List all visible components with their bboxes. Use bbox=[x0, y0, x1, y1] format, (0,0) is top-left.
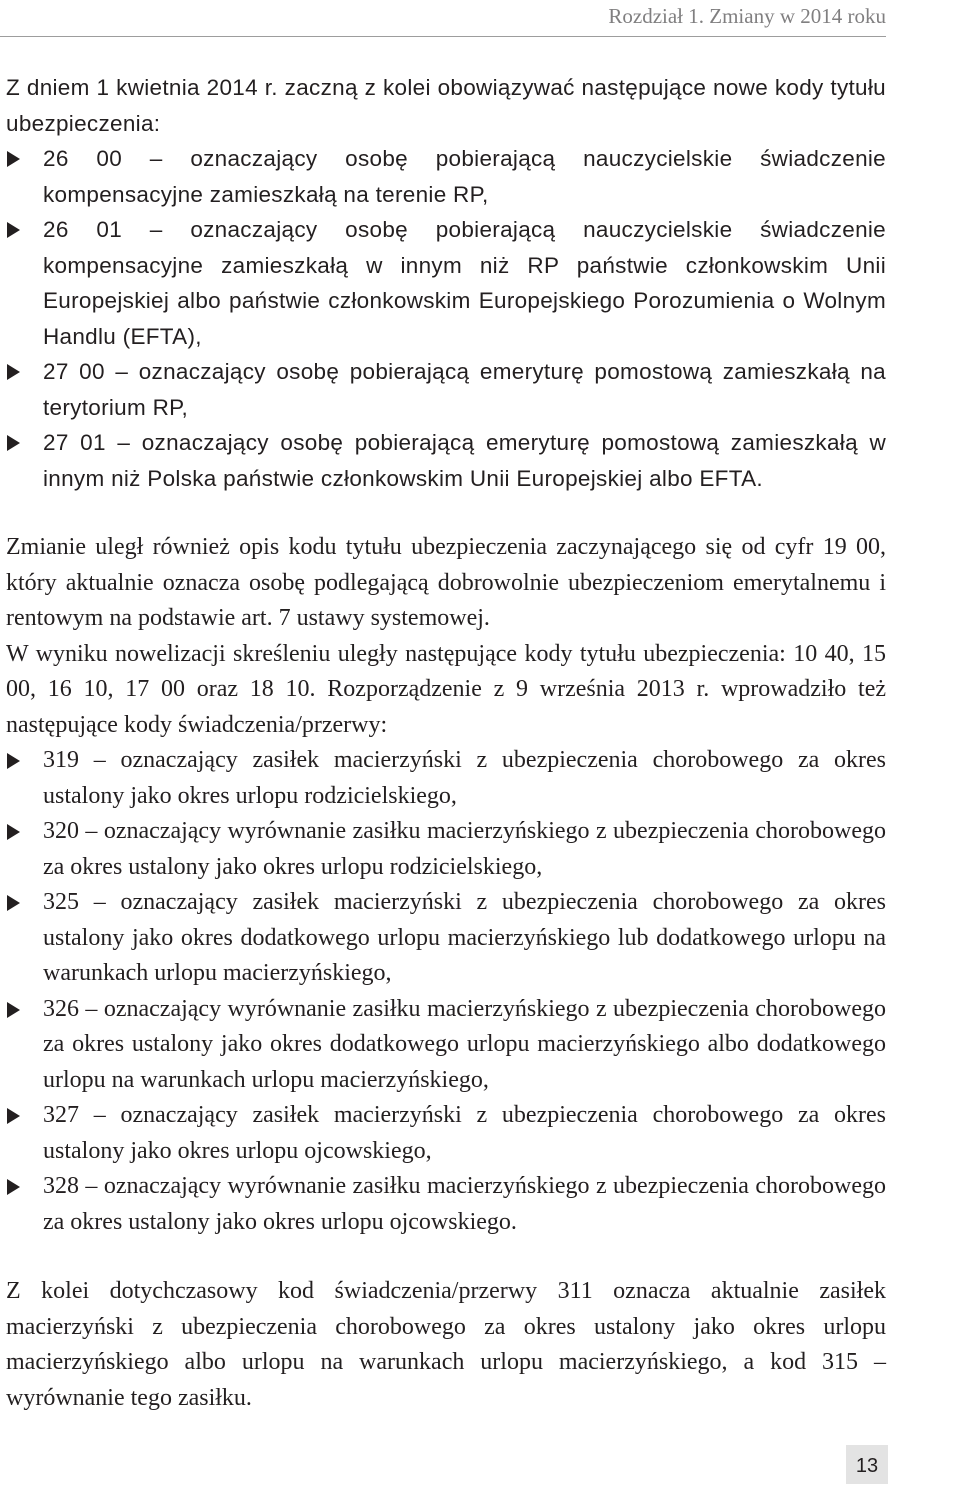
bullet-arrow-icon bbox=[7, 824, 20, 840]
list-item: 320 – oznaczający wyrównanie zasiłku macierzyńskiego z ubezpieczenia chorobowego za okres ustalony jako okres urlopu rodzicielskiego, bbox=[6, 814, 886, 885]
bullet-arrow-icon bbox=[7, 435, 20, 451]
bullet-arrow-icon bbox=[7, 222, 20, 238]
removed-codes-paragraph: W wyniku nowelizacji skreśleniu uległy następujące kody tytułu ubezpieczenia: 10 40, 15 00, 16 10, 17 00 oraz 18 10. Rozporządzenie z 9 września 2013 r. wprowadziło też następujące kody świadczenia/przerwy: bbox=[6, 640, 886, 738]
bullet-arrow-icon bbox=[7, 364, 20, 380]
list-item: 26 01 – oznaczający osobę pobierającą nauczycielskie świadczenie kompensacyjne zamieszkałą w innym niż RP państwie członkowskim Unii Europejskiej albo państwie członkowskim Europejskiego Porozumienia o Wolnym Handlu (EFTA), bbox=[6, 212, 886, 354]
bullet-arrow-icon bbox=[7, 1108, 20, 1124]
code-311-paragraph: Z kolei dotychczasowy kod świadczenia/przerwy 311 oznacza aktualnie zasiłek macierzyński z ubezpieczenia chorobowego za okres ustalony jako okres urlopu macierzyńskiego albo urlopu na warunkach urlopu macierzyńskiego, a kod 315 – wyrównanie tego zasiłku. bbox=[6, 1278, 886, 1411]
benefit-codes-list bbox=[6, 743, 886, 1240]
bullet-arrow-icon bbox=[7, 1179, 20, 1195]
bullet-arrow-icon bbox=[7, 753, 20, 769]
running-head: Rozdział 1. Zmiany w 2014 roku bbox=[608, 4, 886, 28]
page-body bbox=[6, 70, 886, 1416]
list-item: 327 – oznaczający zasiłek macierzyński z ubezpieczenia chorobowego za okres ustalony jako okres urlopu ojcowskiego, bbox=[6, 1098, 886, 1169]
list-item: 319 – oznaczający zasiłek macierzyński z ubezpieczenia chorobowego za okres ustalony jako okres urlopu rodzicielskiego, bbox=[6, 743, 886, 814]
bullet-arrow-icon bbox=[7, 895, 20, 911]
list-item: 26 00 – oznaczający osobę pobierającą nauczycielskie świadczenie kompensacyjne zamieszkałą na terenie RP, bbox=[6, 141, 886, 212]
list-item: 325 – oznaczający zasiłek macierzyński z ubezpieczenia chorobowego za okres ustalony jako okres dodatkowego urlopu macierzyńskiego lub dodatkowego urlopu na warunkach urlopu macierzyńskiego, bbox=[6, 885, 886, 992]
list-item: 27 01 – oznaczający osobę pobierającą emeryturę pomostową zamieszkałą w innym niż Polska państwie członkowskim Unii Europejskiej albo EFTA. bbox=[6, 425, 886, 496]
list-item: 328 – oznaczający wyrównanie zasiłku macierzyńskiego z ubezpieczenia chorobowego za okres ustalony jako okres urlopu ojcowskiego. bbox=[6, 1169, 886, 1240]
bullet-arrow-icon bbox=[7, 1002, 20, 1018]
new-insurance-codes-list bbox=[6, 141, 886, 496]
code-1900-paragraph: Zmianie uległ również opis kodu tytułu ubezpieczenia zaczynającego się od cyfr 19 00, który aktualnie oznacza osobę podlegającą dobrowolnie ubezpieczeniom emerytalnemu i rentowym na podstawie art. 7 ustawy systemowej. bbox=[6, 534, 886, 631]
bullet-arrow-icon bbox=[7, 151, 20, 167]
page-number: 13 bbox=[846, 1445, 888, 1484]
list-item: 326 – oznaczający wyrównanie zasiłku macierzyńskiego z ubezpieczenia chorobowego za okres ustalony jako okres dodatkowego urlopu macierzyńskiego albo dodatkowego urlopu na warunkach urlopu macierzyńskiego, bbox=[6, 992, 886, 1099]
list-item: 27 00 – oznaczający osobę pobierającą emeryturę pomostową zamieszkałą na terytorium RP, bbox=[6, 354, 886, 425]
intro-paragraph: Z dniem 1 kwietnia 2014 r. zaczną z kolei obowiązywać następujące nowe kody tytułu ubezpieczenia: bbox=[6, 75, 886, 136]
header-rule bbox=[0, 36, 886, 37]
